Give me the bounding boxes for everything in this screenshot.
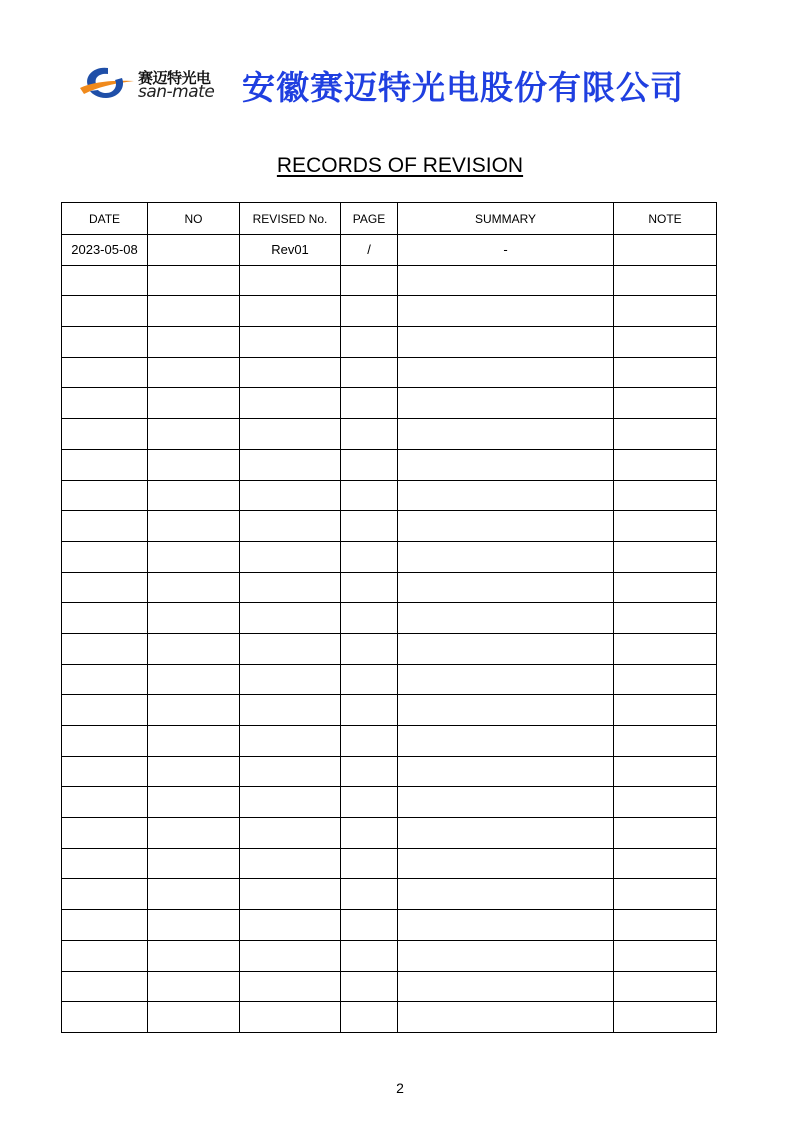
cell-summary: [398, 572, 614, 603]
header-page: PAGE: [341, 203, 398, 235]
cell-date: [62, 1002, 148, 1033]
cell-no: [148, 726, 240, 757]
logo-mark-icon: [78, 64, 136, 104]
table-row: [62, 388, 717, 419]
cell-summary: [398, 541, 614, 572]
cell-summary: [398, 695, 614, 726]
cell-page: [341, 449, 398, 480]
cell-note: [614, 541, 717, 572]
cell-note: [614, 940, 717, 971]
cell-revised-no: [240, 695, 341, 726]
cell-note: [614, 695, 717, 726]
cell-note: [614, 419, 717, 450]
cell-note: [614, 726, 717, 757]
table-row: [62, 235, 717, 266]
cell-date: [62, 419, 148, 450]
cell-no: [148, 910, 240, 941]
cell-page: [341, 541, 398, 572]
cell-no: [148, 664, 240, 695]
cell-page: [341, 357, 398, 388]
cell-no: [148, 327, 240, 358]
cell-summary: [398, 357, 614, 388]
cell-page: [341, 388, 398, 419]
cell-date: [62, 327, 148, 358]
cell-note: [614, 971, 717, 1002]
cell-date: [62, 541, 148, 572]
cell-no: [148, 879, 240, 910]
table-body: [62, 235, 717, 1033]
cell-note: [614, 756, 717, 787]
cell-note: [614, 388, 717, 419]
table-row: [62, 603, 717, 634]
cell-no: [148, 756, 240, 787]
cell-page: [341, 664, 398, 695]
header-summary: SUMMARY: [398, 203, 614, 235]
cell-revised-no: [240, 879, 341, 910]
cell-date: [62, 787, 148, 818]
cell-no: [148, 480, 240, 511]
cell-note: [614, 848, 717, 879]
table-row: [62, 726, 717, 757]
table-row: [62, 818, 717, 849]
cell-page: [341, 633, 398, 664]
cell-date: [62, 818, 148, 849]
table-row: [62, 419, 717, 450]
table-row: [62, 1002, 717, 1033]
cell-page: [341, 879, 398, 910]
cell-no: [148, 787, 240, 818]
table-row: [62, 265, 717, 296]
cell-date: [62, 357, 148, 388]
cell-summary: [398, 327, 614, 358]
cell-no: [148, 633, 240, 664]
cell-summary: [398, 1002, 614, 1033]
cell-summary: [398, 910, 614, 941]
cell-date: [62, 388, 148, 419]
header-note: NOTE: [614, 203, 717, 235]
header-date: DATE: [62, 203, 148, 235]
cell-no: [148, 296, 240, 327]
table-row: [62, 910, 717, 941]
cell-date: [62, 480, 148, 511]
cell-page: [341, 787, 398, 818]
cell-no: [148, 971, 240, 1002]
cell-page: [341, 756, 398, 787]
cell-no: [148, 357, 240, 388]
cell-note: [614, 818, 717, 849]
cell-revised-no: [240, 633, 341, 664]
cell-no: [148, 541, 240, 572]
revision-table: [61, 202, 717, 1033]
cell-note: [614, 327, 717, 358]
cell-page: /: [341, 235, 398, 266]
cell-date: [62, 449, 148, 480]
cell-no: [148, 449, 240, 480]
cell-page: [341, 419, 398, 450]
cell-date: [62, 296, 148, 327]
table-row: [62, 971, 717, 1002]
cell-revised-no: [240, 541, 341, 572]
cell-revised-no: [240, 419, 341, 450]
cell-revised-no: [240, 480, 341, 511]
cell-no: [148, 419, 240, 450]
table-row: [62, 940, 717, 971]
document-title: RECORDS OF REVISION: [276, 154, 524, 177]
page-number: 2: [396, 1080, 404, 1096]
table-row: [62, 695, 717, 726]
cell-page: [341, 480, 398, 511]
cell-page: [341, 572, 398, 603]
cell-no: [148, 235, 240, 266]
cell-revised-no: [240, 603, 341, 634]
cell-date: [62, 603, 148, 634]
cell-summary: [398, 818, 614, 849]
cell-note: [614, 511, 717, 542]
cell-summary: [398, 603, 614, 634]
table-row: [62, 879, 717, 910]
cell-no: [148, 511, 240, 542]
cell-summary: [398, 388, 614, 419]
cell-revised-no: [240, 756, 341, 787]
cell-page: [341, 511, 398, 542]
cell-revised-no: Rev01: [240, 235, 341, 266]
cell-note: [614, 480, 717, 511]
cell-no: [148, 818, 240, 849]
cell-date: [62, 265, 148, 296]
cell-summary: [398, 971, 614, 1002]
logo-english-text: san-mate: [138, 82, 215, 102]
cell-summary: [398, 419, 614, 450]
cell-note: [614, 1002, 717, 1033]
cell-note: [614, 572, 717, 603]
table-header-row: [62, 203, 717, 235]
cell-no: [148, 265, 240, 296]
cell-revised-no: [240, 787, 341, 818]
cell-revised-no: [240, 388, 341, 419]
cell-no: [148, 848, 240, 879]
cell-revised-no: [240, 971, 341, 1002]
cell-date: [62, 726, 148, 757]
cell-page: [341, 726, 398, 757]
cell-note: [614, 449, 717, 480]
cell-summary: [398, 756, 614, 787]
table-row: [62, 511, 717, 542]
table-row: [62, 480, 717, 511]
cell-no: [148, 603, 240, 634]
cell-date: [62, 633, 148, 664]
cell-date: [62, 664, 148, 695]
cell-summary: [398, 265, 614, 296]
cell-date: [62, 848, 148, 879]
cell-summary: [398, 511, 614, 542]
cell-summary: [398, 940, 614, 971]
cell-date: [62, 695, 148, 726]
cell-summary: [398, 664, 614, 695]
cell-page: [341, 971, 398, 1002]
table-row: [62, 357, 717, 388]
cell-date: [62, 910, 148, 941]
cell-page: [341, 818, 398, 849]
cell-note: [614, 357, 717, 388]
table-row: [62, 541, 717, 572]
cell-revised-no: [240, 327, 341, 358]
cell-page: [341, 1002, 398, 1033]
table-row: [62, 572, 717, 603]
cell-revised-no: [240, 449, 341, 480]
cell-note: [614, 235, 717, 266]
cell-summary: [398, 480, 614, 511]
company-logo: [78, 62, 228, 106]
cell-note: [614, 787, 717, 818]
cell-summary: [398, 879, 614, 910]
cell-note: [614, 664, 717, 695]
cell-page: [341, 296, 398, 327]
cell-revised-no: [240, 265, 341, 296]
cell-note: [614, 603, 717, 634]
cell-page: [341, 265, 398, 296]
cell-page: [341, 848, 398, 879]
cell-note: [614, 265, 717, 296]
cell-revised-no: [240, 726, 341, 757]
cell-page: [341, 910, 398, 941]
cell-summary: [398, 726, 614, 757]
cell-no: [148, 388, 240, 419]
logo-chinese-text: 赛迈特光电: [138, 69, 211, 87]
cell-note: [614, 296, 717, 327]
cell-note: [614, 879, 717, 910]
cell-revised-no: [240, 357, 341, 388]
table-row: [62, 756, 717, 787]
cell-summary: [398, 787, 614, 818]
cell-no: [148, 695, 240, 726]
cell-date: 2023-05-08: [62, 235, 148, 266]
cell-summary: -: [398, 235, 614, 266]
table-row: [62, 848, 717, 879]
cell-date: [62, 756, 148, 787]
cell-page: [341, 327, 398, 358]
cell-revised-no: [240, 910, 341, 941]
cell-revised-no: [240, 1002, 341, 1033]
table-row: [62, 664, 717, 695]
cell-revised-no: [240, 572, 341, 603]
cell-revised-no: [240, 296, 341, 327]
cell-no: [148, 572, 240, 603]
cell-summary: [398, 449, 614, 480]
cell-date: [62, 879, 148, 910]
cell-date: [62, 940, 148, 971]
table-row: [62, 633, 717, 664]
cell-note: [614, 910, 717, 941]
cell-revised-no: [240, 511, 341, 542]
cell-no: [148, 1002, 240, 1033]
cell-revised-no: [240, 664, 341, 695]
cell-date: [62, 511, 148, 542]
table-row: [62, 327, 717, 358]
cell-revised-no: [240, 940, 341, 971]
cell-summary: [398, 296, 614, 327]
table-row: [62, 787, 717, 818]
table-row: [62, 296, 717, 327]
company-name: 安徽赛迈特光电股份有限公司: [242, 68, 684, 107]
header-revised-no: REVISED No.: [240, 203, 341, 235]
cell-note: [614, 633, 717, 664]
cell-revised-no: [240, 818, 341, 849]
cell-page: [341, 940, 398, 971]
cell-summary: [398, 848, 614, 879]
table-row: [62, 449, 717, 480]
cell-no: [148, 940, 240, 971]
cell-date: [62, 971, 148, 1002]
cell-date: [62, 572, 148, 603]
header-no: NO: [148, 203, 240, 235]
cell-page: [341, 603, 398, 634]
cell-revised-no: [240, 848, 341, 879]
cell-summary: [398, 633, 614, 664]
cell-page: [341, 695, 398, 726]
